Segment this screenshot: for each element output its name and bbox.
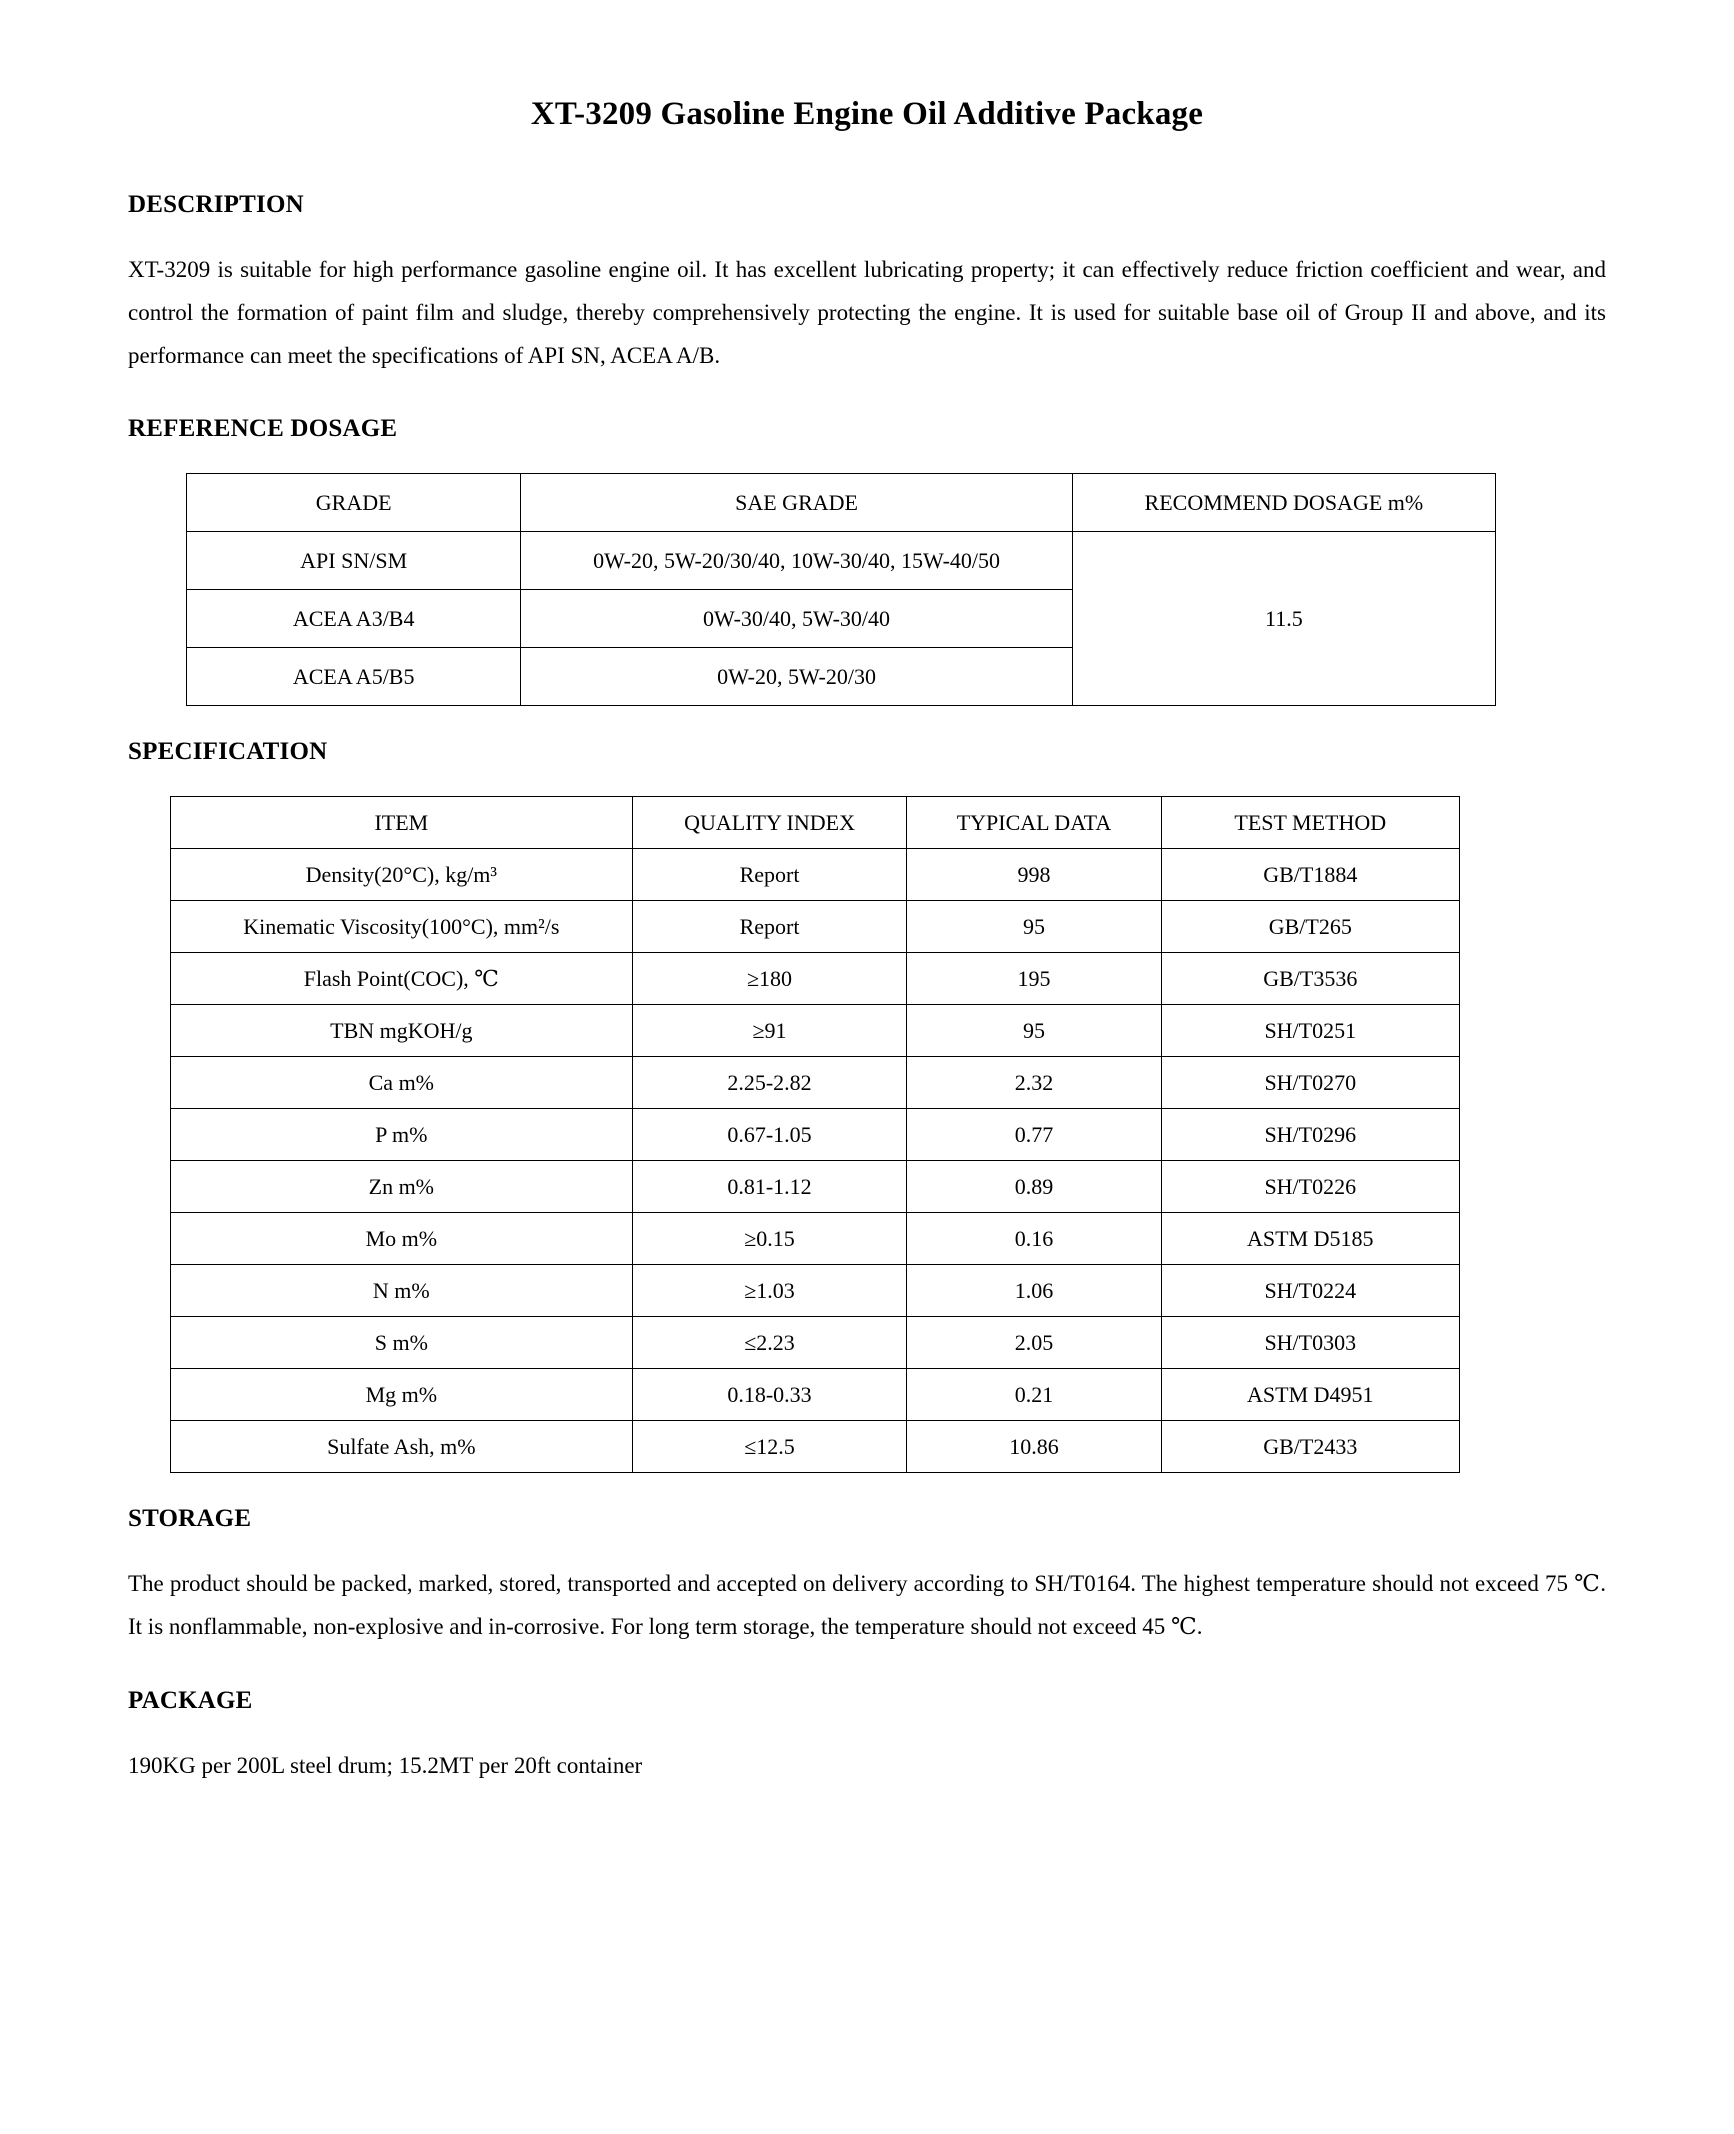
spec-typical-9: 2.05 <box>907 1317 1161 1369</box>
spec-typical-0: 998 <box>907 849 1161 901</box>
dosage-grade-1: ACEA A3/B4 <box>187 590 521 648</box>
dosage-sae-1: 0W-30/40, 5W-30/40 <box>521 590 1072 648</box>
spec-typical-11: 10.86 <box>907 1421 1161 1473</box>
dosage-sae-0: 0W-20, 5W-20/30/40, 10W-30/40, 15W-40/50 <box>521 532 1072 590</box>
spec-method-2: GB/T3536 <box>1161 953 1459 1005</box>
package-text: 190KG per 200L steel drum; 15.2MT per 20ft container <box>128 1752 643 1778</box>
spec-item-6: Zn m% <box>171 1161 633 1213</box>
spec-quality-8: ≥1.03 <box>632 1265 907 1317</box>
spec-item-9: S m% <box>171 1317 633 1369</box>
spec-quality-10: 0.18-0.33 <box>632 1369 907 1421</box>
table-row <box>171 1161 1460 1213</box>
package-heading: PACKAGE <box>128 1686 253 1714</box>
table-header-row <box>187 474 1496 532</box>
storage-heading: STORAGE <box>128 1505 252 1533</box>
table-row <box>171 1213 1460 1265</box>
specification-heading: SPECIFICATION <box>128 738 328 766</box>
dosage-value: 11.5 <box>1072 532 1495 706</box>
spec-item-0: Density(20°C), kg/m³ <box>171 849 633 901</box>
spec-item-8: N m% <box>171 1265 633 1317</box>
spec-quality-1: Report <box>632 901 907 953</box>
storage-text: The product should be packed, marked, stored, transported and accepted on delivery according to SH/T0164. The highest temperature should not exceed 75 ℃. It is nonflammable, non-explosive and in-corrosive. For long term storage, the temperature should not exceed 45 ℃. <box>128 1571 1606 1640</box>
spec-method-5: SH/T0296 <box>1161 1109 1459 1161</box>
table-row <box>171 1109 1460 1161</box>
description-section <box>128 191 1606 377</box>
spec-quality-2: ≥180 <box>632 953 907 1005</box>
spec-typical-7: 0.16 <box>907 1213 1161 1265</box>
spec-quality-3: ≥91 <box>632 1005 907 1057</box>
table-header-row <box>171 797 1460 849</box>
dosage-header-grade: GRADE <box>187 474 521 532</box>
dosage-header-recommend: RECOMMEND DOSAGE m% <box>1072 474 1495 532</box>
spec-quality-5: 0.67-1.05 <box>632 1109 907 1161</box>
spec-quality-4: 2.25-2.82 <box>632 1057 907 1109</box>
spec-method-1: GB/T265 <box>1161 901 1459 953</box>
description-heading: DESCRIPTION <box>128 191 304 218</box>
dosage-header-sae: SAE GRADE <box>521 474 1072 532</box>
spec-method-10: ASTM D4951 <box>1161 1369 1459 1421</box>
table-row <box>171 849 1460 901</box>
spec-item-3: TBN mgKOH/g <box>171 1005 633 1057</box>
page-title: XT-3209 Gasoline Engine Oil Additive Package <box>530 96 1204 132</box>
specification-table <box>170 796 1460 1473</box>
table-row <box>171 1317 1460 1369</box>
spec-typical-4: 2.32 <box>907 1057 1161 1109</box>
spec-quality-6: 0.81-1.12 <box>632 1161 907 1213</box>
spec-quality-0: Report <box>632 849 907 901</box>
storage-section <box>128 1505 1606 1649</box>
spec-quality-11: ≤12.5 <box>632 1421 907 1473</box>
spec-typical-1: 95 <box>907 901 1161 953</box>
spec-typical-10: 0.21 <box>907 1369 1161 1421</box>
spec-method-9: SH/T0303 <box>1161 1317 1459 1369</box>
spec-typical-6: 0.89 <box>907 1161 1161 1213</box>
spec-method-6: SH/T0226 <box>1161 1161 1459 1213</box>
table-row <box>171 1005 1460 1057</box>
spec-method-11: GB/T2433 <box>1161 1421 1459 1473</box>
spec-item-7: Mo m% <box>171 1213 633 1265</box>
table-row <box>171 1369 1460 1421</box>
description-text: XT-3209 is suitable for high performance gasoline engine oil. It has excellent lubricating property; it can effectively reduce friction coefficient and wear, and control the formation of paint film and sludge, thereby comprehensively protecting the engine. It is used for suitable base oil of Group II and above, and its performance can meet the specifications of API SN, ACEA A/B. <box>128 257 1606 368</box>
dosage-grade-2: ACEA A5/B5 <box>187 648 521 706</box>
reference-dosage-section <box>128 415 1606 706</box>
spec-typical-5: 0.77 <box>907 1109 1161 1161</box>
spec-quality-7: ≥0.15 <box>632 1213 907 1265</box>
spec-method-4: SH/T0270 <box>1161 1057 1459 1109</box>
spec-quality-9: ≤2.23 <box>632 1317 907 1369</box>
table-row <box>171 1421 1460 1473</box>
spec-method-0: GB/T1884 <box>1161 849 1459 901</box>
spec-item-4: Ca m% <box>171 1057 633 1109</box>
spec-item-10: Mg m% <box>171 1369 633 1421</box>
table-row <box>171 953 1460 1005</box>
spec-item-2: Flash Point(COC), ℃ <box>171 953 633 1005</box>
table-row <box>171 901 1460 953</box>
spec-typical-3: 95 <box>907 1005 1161 1057</box>
spec-typical-8: 1.06 <box>907 1265 1161 1317</box>
spec-method-8: SH/T0224 <box>1161 1265 1459 1317</box>
table-row <box>171 1057 1460 1109</box>
reference-dosage-table <box>186 473 1496 706</box>
spec-item-5: P m% <box>171 1109 633 1161</box>
reference-dosage-heading: REFERENCE DOSAGE <box>128 415 398 443</box>
spec-item-1: Kinematic Viscosity(100°C), mm²/s <box>171 901 633 953</box>
dosage-grade-0: API SN/SM <box>187 532 521 590</box>
spec-item-11: Sulfate Ash, m% <box>171 1421 633 1473</box>
package-section <box>128 1687 1606 1788</box>
table-row <box>171 1265 1460 1317</box>
spec-method-3: SH/T0251 <box>1161 1005 1459 1057</box>
spec-typical-2: 195 <box>907 953 1161 1005</box>
spec-header-typical: TYPICAL DATA <box>907 797 1161 849</box>
dosage-sae-2: 0W-20, 5W-20/30 <box>521 648 1072 706</box>
spec-header-method: TEST METHOD <box>1161 797 1459 849</box>
spec-method-7: ASTM D5185 <box>1161 1213 1459 1265</box>
spec-header-quality: QUALITY INDEX <box>632 797 907 849</box>
spec-header-item: ITEM <box>171 797 633 849</box>
specification-section <box>128 738 1606 1473</box>
table-row <box>187 532 1496 590</box>
